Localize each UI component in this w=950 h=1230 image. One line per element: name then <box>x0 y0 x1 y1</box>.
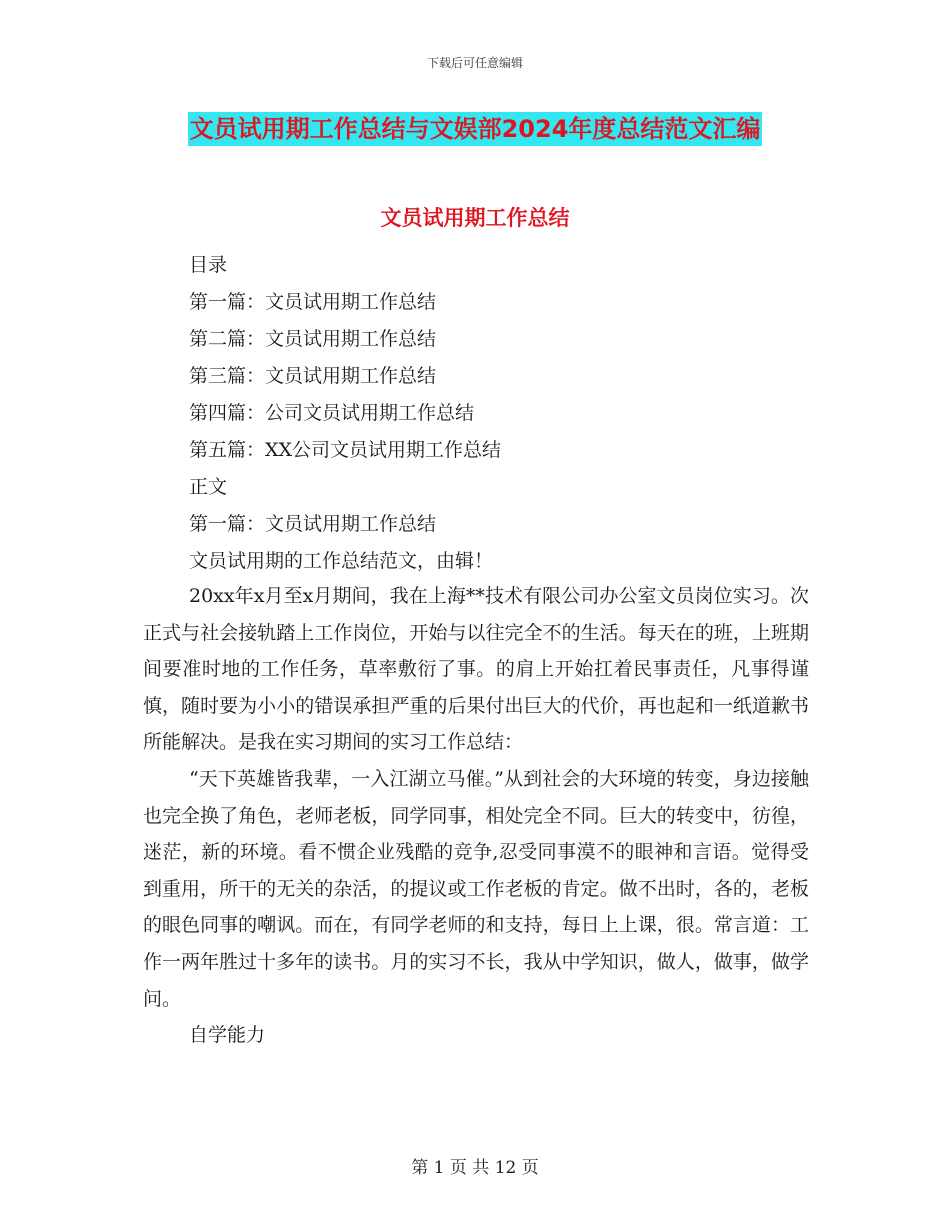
toc-item: 第四篇：公司文员试用期工作总结 <box>189 402 475 424</box>
intro-line: 文员试用期的工作总结范文，由辑！ <box>189 550 494 572</box>
toc-item: 第二篇：文员试用期工作总结 <box>189 328 437 350</box>
table-of-contents <box>189 247 501 580</box>
toc-item: 第三篇：文员试用期工作总结 <box>189 365 437 387</box>
page-header-note: 下载后可任意编辑 <box>426 56 523 70</box>
toc-heading: 目录 <box>189 254 228 276</box>
toc-item: 第五篇：XX公司文员试用期工作总结 <box>189 439 502 461</box>
paragraph: 自学能力 <box>189 1024 266 1047</box>
section-title: 文员试用期工作总结 <box>380 205 570 230</box>
document-title-container <box>0 112 950 146</box>
body-heading: 正文 <box>189 476 228 498</box>
page-number: 第 1 页 共 12 页 <box>411 1158 539 1178</box>
paragraph: 20xx年x月至x月期间，我在上海**技术有限公司办公室文员岗位实习。次正式与社会接轨踏上工作岗位，开始与以往完全不的生活。每天在的班，上班期间要准时地的工作任务，草率敷衍了事。的肩上开始扛着民事责任，凡事得谨慎，随时要为小小的错误承担严重的后果付出巨大的代价，再也起和一纸道歉书所能解决。是我在实习期间的实习工作总结： <box>143 585 809 754</box>
paragraph: “天下英雄皆我辈，一入江湖立马催。”从到社会的大环境的转变，身边接触也完全换了角色，老师老板，同学同事，相处完全不同。巨大的转变中，彷徨，迷茫，新的环境。看不惯企业残酷的竞争,忍受同事漠不的眼神和言语。觉得受到重用，所干的无关的杂活，的提议或工作老板的肯定。做不出时，各的，老板的眼色同事的嘲讽。而在，有同学老师的和支持，每日上上课，很。常言道：工作一两年胜过十多年的读书。月的实习不长，我从中学知识，做人，做事，做学问。 <box>143 767 809 1010</box>
body-text <box>143 578 809 1054</box>
chapter-heading: 第一篇：文员试用期工作总结 <box>189 513 437 535</box>
document-title: 文员试用期工作总结与文娱部2024年度总结范文汇编 <box>188 112 763 146</box>
toc-item: 第一篇：文员试用期工作总结 <box>189 291 437 313</box>
